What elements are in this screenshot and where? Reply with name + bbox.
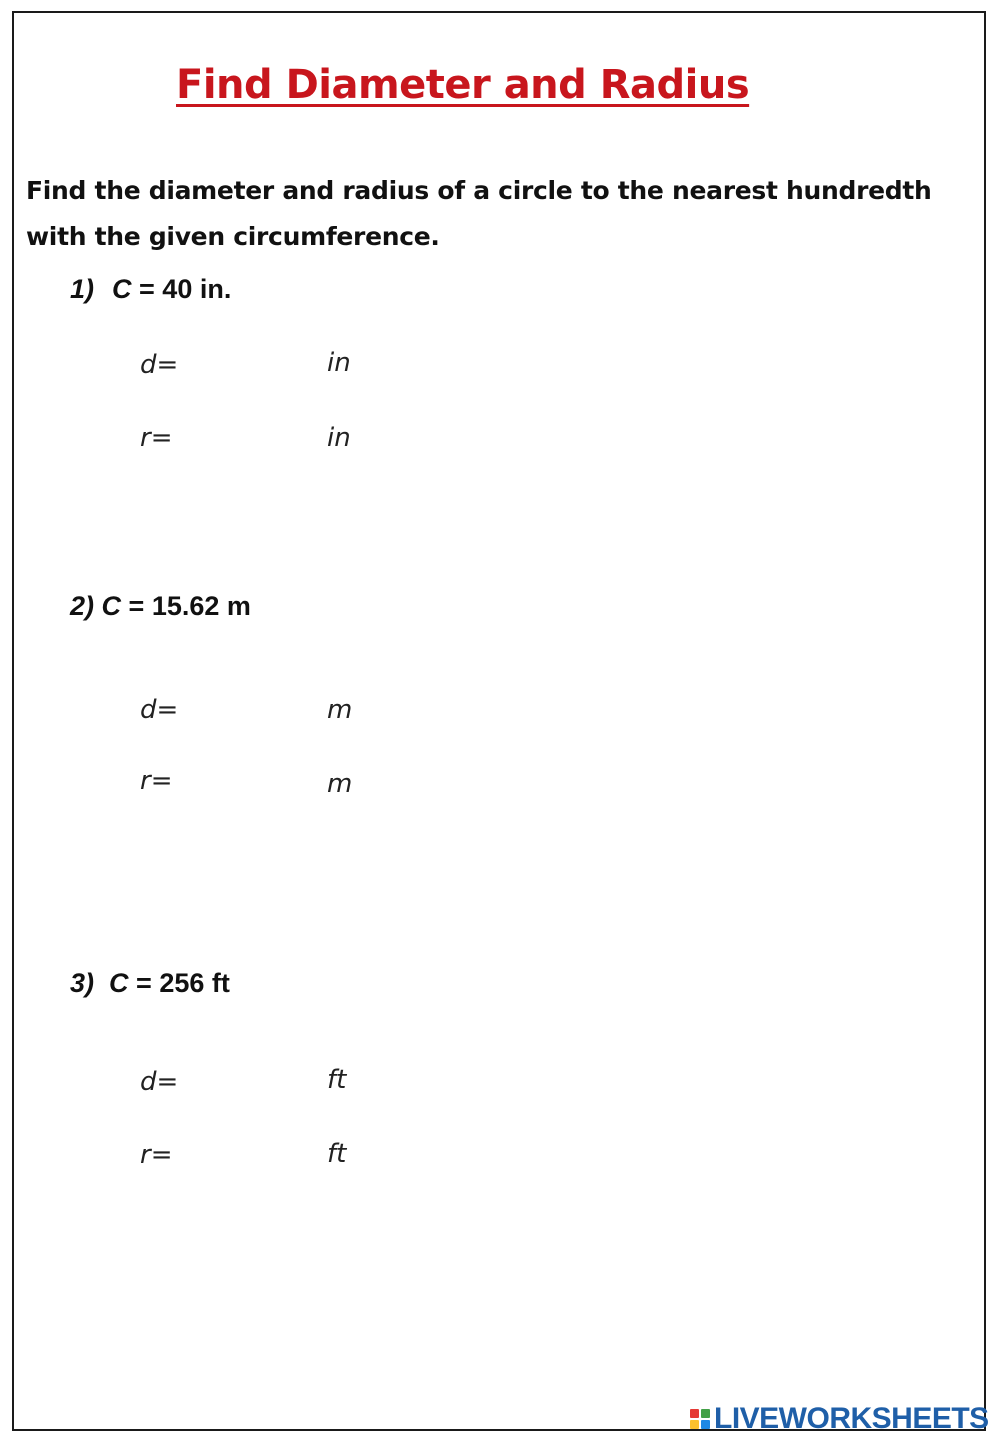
logo-block [690, 1420, 699, 1429]
problem-2-radius-unit: m [327, 769, 353, 799]
problem-2-diameter-label: d= [140, 695, 179, 725]
problem-3-diameter-unit: ft [327, 1065, 347, 1095]
problem-1-diameter-unit: in [327, 348, 351, 378]
circumference-value: = 40 in. [139, 274, 232, 304]
logo-blocks-icon [690, 1409, 710, 1429]
problem-2-diameter-unit: m [327, 695, 353, 725]
logo-block [701, 1409, 710, 1418]
problem-1-heading [70, 274, 231, 305]
problem-1-diameter-label: d= [140, 350, 179, 380]
problem-1-radius-label: r= [140, 423, 173, 453]
logo-block [690, 1409, 699, 1418]
problem-2-heading [70, 591, 251, 622]
liveworksheets-logo [690, 1402, 989, 1436]
circumference-variable: C [101, 591, 122, 621]
logo-text: LIVEWORKSHEETS [714, 1402, 989, 1435]
worksheet-title: Find Diameter and Radius [176, 62, 750, 108]
problem-3-radius-unit: ft [327, 1139, 347, 1169]
problem-number: 3) [70, 968, 95, 998]
circumference-variable: C [109, 968, 129, 998]
circumference-value: = 15.62 m [128, 591, 251, 621]
problem-1-radius-unit: in [327, 423, 351, 453]
problem-3-radius-label: r= [140, 1140, 173, 1170]
problem-number: 2) [70, 591, 95, 621]
problem-number: 1) [70, 274, 95, 304]
circumference-variable: C [112, 274, 132, 304]
problem-3-diameter-label: d= [140, 1067, 179, 1097]
instructions-text: Find the diameter and radius of a circle to the nearest hundredth with the given circumference. [26, 176, 932, 251]
problem-2-radius-label: r= [140, 766, 173, 796]
circumference-value: = 256 ft [136, 968, 230, 998]
problem-3-heading [70, 968, 230, 999]
logo-block [701, 1420, 710, 1429]
